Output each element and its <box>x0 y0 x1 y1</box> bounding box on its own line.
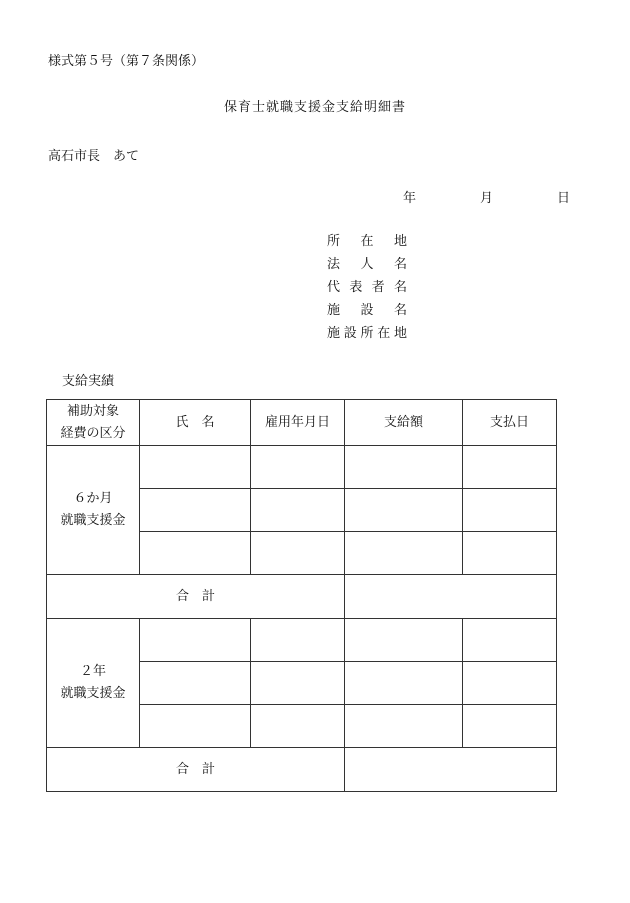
cell-payment-date[interactable] <box>463 446 557 489</box>
document-title: 保育士就職支援金支給明細書 <box>223 100 406 115</box>
applicant-fields <box>327 230 407 345</box>
applicant-field-row <box>327 299 407 322</box>
cell-payment-date[interactable] <box>463 662 557 705</box>
header-amount: 支給額 <box>345 400 463 446</box>
cell-hire-date[interactable] <box>251 489 345 532</box>
cell-amount[interactable] <box>345 532 463 575</box>
date-line <box>371 187 570 206</box>
payment-record-table <box>46 399 557 792</box>
cell-payment-date[interactable] <box>463 705 557 748</box>
cell-name[interactable] <box>140 619 251 662</box>
header-hire-date: 雇用年月日 <box>251 400 345 446</box>
cell-payment-date[interactable] <box>463 619 557 662</box>
total-row <box>47 575 557 619</box>
table-header-row <box>47 400 557 446</box>
total-row <box>47 748 557 792</box>
cell-name[interactable] <box>140 489 251 532</box>
applicant-field-row <box>327 276 407 299</box>
cell-hire-date[interactable] <box>251 705 345 748</box>
label-facility-name: 施 設 名 <box>327 303 407 318</box>
applicant-field-row <box>327 230 407 253</box>
total-value-six-month[interactable] <box>345 575 557 619</box>
total-label-two-year: 合 計 <box>47 748 345 792</box>
date-month: 月 <box>479 191 493 206</box>
addressee: 高石市長 あて <box>48 149 140 164</box>
total-value-two-year[interactable] <box>345 748 557 792</box>
cell-hire-date[interactable] <box>251 662 345 705</box>
label-corporation-name: 法 人 名 <box>327 257 407 272</box>
total-label-six-month: 合 計 <box>47 575 345 619</box>
cell-payment-date[interactable] <box>463 489 557 532</box>
cell-hire-date[interactable] <box>251 619 345 662</box>
cell-hire-date[interactable] <box>251 446 345 489</box>
cell-name[interactable] <box>140 532 251 575</box>
cell-name[interactable] <box>140 662 251 705</box>
label-facility-address: 施設所在地 <box>327 326 407 341</box>
cell-amount[interactable] <box>345 489 463 532</box>
cell-name[interactable] <box>140 705 251 748</box>
table-row <box>47 446 557 489</box>
cell-hire-date[interactable] <box>251 532 345 575</box>
header-payment-date: 支払日 <box>463 400 557 446</box>
header-category: 補助対象 経費の区分 <box>47 400 140 446</box>
cell-amount[interactable] <box>345 619 463 662</box>
date-year: 年 <box>402 191 416 206</box>
label-location: 所 在 地 <box>327 234 407 249</box>
cell-amount[interactable] <box>345 446 463 489</box>
section-title: 支給実績 <box>62 374 115 389</box>
cell-amount[interactable] <box>345 705 463 748</box>
label-representative-name: 代表者名 <box>327 280 407 295</box>
date-day: 日 <box>556 191 570 206</box>
cell-payment-date[interactable] <box>463 532 557 575</box>
category-six-month: ６か月 就職支援金 <box>47 446 140 575</box>
table-row <box>47 619 557 662</box>
header-name: 氏 名 <box>140 400 251 446</box>
applicant-field-row <box>327 253 407 276</box>
applicant-field-row <box>327 322 407 345</box>
cell-name[interactable] <box>140 446 251 489</box>
form-number: 様式第５号（第７条関係） <box>48 54 205 69</box>
cell-amount[interactable] <box>345 662 463 705</box>
category-two-year: ２年 就職支援金 <box>47 619 140 748</box>
